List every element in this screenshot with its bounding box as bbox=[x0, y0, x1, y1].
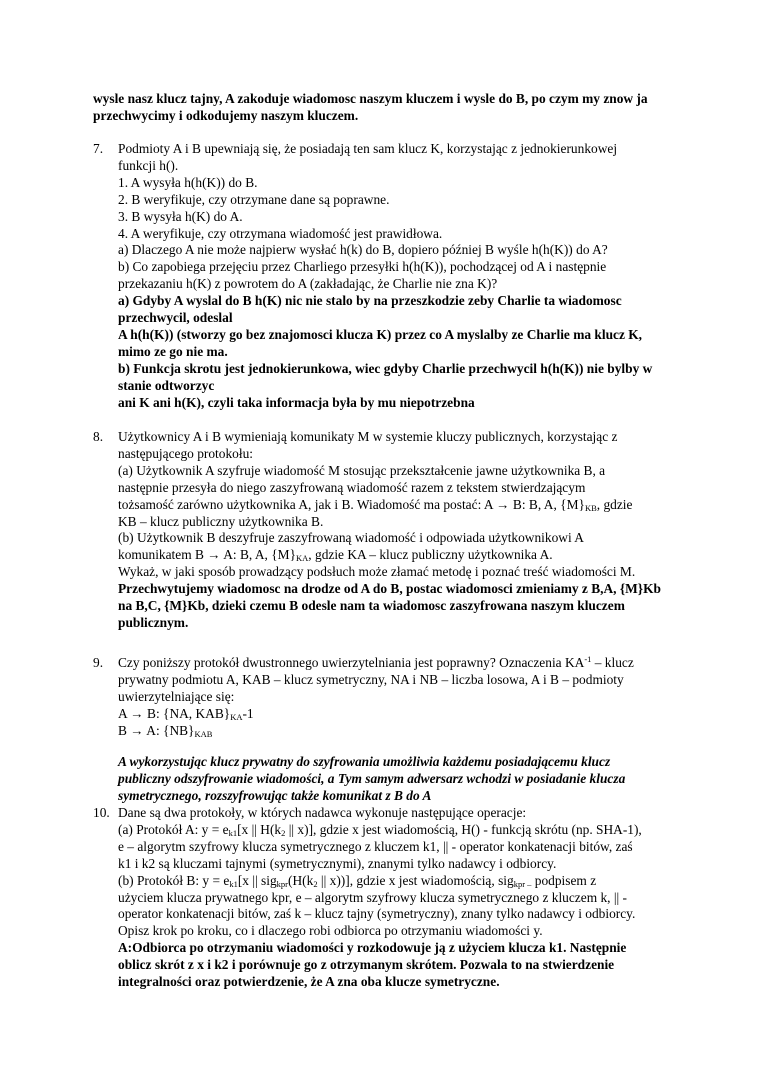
answer-line: b) Funkcja skrotu jest jednokierunkowa, wiec gdyby Charlie przechwycil h(h(K)) nie bylby w bbox=[118, 360, 653, 376]
question-line bbox=[118, 497, 693, 514]
answer-line: a) Gdyby A wyslal do B h(K) nic nie stalo by na przeszkodzie zeby Charlie ta wiadomosc bbox=[118, 293, 622, 309]
question-9-answer bbox=[118, 754, 678, 805]
question-line: prywatny podmiotu A, KAB – klucz symetryczny, NA i NB – liczba losowa, A i B – podmioty bbox=[118, 671, 624, 687]
subscript: KAB bbox=[194, 728, 213, 739]
question-line: a) Dlaczego A nie może najpierw wysłać h(k) do B, dopiero później B wyśle h(h(K)) do A? bbox=[118, 242, 608, 258]
question-line: następnie przesyła do niego zaszyfrowaną wiadomość razem z tekstem stwierdzającym bbox=[118, 479, 586, 495]
text-run: [x || sig bbox=[237, 872, 277, 888]
question-number: 9. bbox=[93, 655, 104, 670]
question-line: użyciem klucza prywatnego kpr, e – algorytm szyfrowy klucza symetrycznego z kluczem k, || - bbox=[118, 889, 628, 905]
text-run: (b) Protokół B: y = e bbox=[118, 872, 230, 888]
text-run: -1 bbox=[242, 705, 254, 721]
text-run: || x))], gdzie x jest wiadomością, sig bbox=[317, 872, 514, 888]
question-8 bbox=[93, 429, 693, 632]
answer-line: Przechwytujemy wiadomosc na drodze od A do B, postac wiadomosci zmieniamy z B,A, {M}Kb bbox=[118, 581, 661, 597]
answer-line: symetrycznego, rozszyfrowując także komunikat z B do A bbox=[118, 787, 432, 803]
text-run: podpisem z bbox=[531, 872, 597, 888]
text-run: Czy poniższy protokół dwustronnego uwierzytelniania jest poprawny? Oznaczenia KA bbox=[118, 655, 585, 670]
subscript: 2 bbox=[313, 878, 318, 889]
answer-line: przechwycil, odeslal bbox=[118, 310, 233, 326]
question-line: b) Co zapobiega przejęciu przez Charliego przesyłki h(h(K)), pochodzącej od A i następnie bbox=[118, 259, 607, 275]
question-line: przekazaniu h(K) z powrotem do A (zakładając, że Charlie nie zna K)? bbox=[118, 276, 498, 292]
question-line bbox=[118, 547, 693, 564]
question-line bbox=[118, 873, 693, 890]
intro-answer-line: wysle nasz klucz tajny, A zakoduje wiadomosc naszym kluczem i wysle do B, po czym my znow ja bbox=[93, 91, 648, 106]
intro-answer-line: przechwycimy i odkodujemy naszym kluczem. bbox=[93, 107, 359, 123]
question-line: e – algorytm szyfrowy klucza symetrycznego z kluczem k1, || - operator konkatenacji bitów, zaś bbox=[118, 838, 633, 854]
question-line: Wykaż, w jaki sposób prowadzący podsłuch może złamać metodę i poznać treść wiadomości M. bbox=[118, 564, 636, 580]
answer-line: oblicz skrót z x i k2 i porównuje go z otrzymanym skrótem. Pozwala to na stwierdzenie bbox=[118, 957, 615, 973]
answer-line: stanie odtworzyc bbox=[118, 377, 215, 393]
subscript: kpr – bbox=[513, 878, 532, 889]
question-line bbox=[118, 723, 693, 740]
text-run: , gdzie bbox=[596, 496, 633, 512]
question-line bbox=[118, 706, 693, 723]
question-line: 4. A weryfikuje, czy otrzymana wiadomość jest prawidłowa. bbox=[118, 225, 443, 241]
answer-line: na B,C, {M}Kb, dzieki czemu B odesle nam ta wiadomosc zaszyfrowana naszym kluczem bbox=[118, 598, 625, 614]
answer-line: A h(h(K)) (stworzy go bez znajomosci klucza K) przez co A myslalby ze Charlie ma klucz K, bbox=[118, 326, 643, 342]
text-run: || x)], gdzie x jest wiadomością, H() - funkcją skrótu (np. SHA-1), bbox=[285, 821, 642, 837]
answer-line: publiczny odszyfrowanie wiadomości, a Tym samym adwersarz wchodzi w posiadanie klucza bbox=[118, 770, 626, 786]
answer-line: A wykorzystując klucz prywatny do szyfrowania umożliwia każdemu posiadającemu klucz bbox=[118, 754, 611, 769]
subscript: k1 bbox=[229, 878, 238, 889]
question-line: (b) Użytkownik B deszyfruje zaszyfrowaną wiadomość i odpowiada użytkownikowi A bbox=[118, 530, 584, 546]
text-run: B → A: {NB} bbox=[118, 722, 195, 738]
question-number: 8. bbox=[93, 429, 104, 444]
question-line: następującego protokołu: bbox=[118, 445, 253, 461]
question-line: 2. B weryfikuje, czy otrzymane dane są poprawne. bbox=[118, 191, 390, 207]
text-run: (H(k bbox=[288, 872, 314, 888]
question-10 bbox=[93, 805, 693, 991]
question-line: uwierzytelniające się: bbox=[118, 688, 235, 704]
question-line bbox=[118, 655, 693, 672]
question-line: Opisz krok po kroku, co i dlaczego robi odbiorca po otrzymaniu wiadomości y. bbox=[118, 923, 543, 939]
question-line: operator konkatenacji bitów, zaś k – klucz tajny (symetryczny), znany tylko nadawcy i odbiorcy. bbox=[118, 906, 636, 922]
answer-line: A:Odbiorca po otrzymaniu wiadomości y rozkodowuje ją z użyciem klucza k1. Następnie bbox=[118, 940, 627, 956]
question-line: funkcji h(). bbox=[118, 157, 179, 173]
answer-line: publicznym. bbox=[118, 614, 189, 630]
question-line: KB – klucz publiczny użytkownika B. bbox=[118, 513, 324, 529]
question-line: Podmioty A i B upewniają się, że posiadają ten sam klucz K, korzystając z jednokierunkowej bbox=[118, 141, 618, 156]
question-line: k1 i k2 są kluczami tajnymi (symetrycznymi), znanymi tylko nadawcy i odbiorcy. bbox=[118, 855, 557, 871]
question-line: (a) Użytkownik A szyfruje wiadomość M stosując przekształcenie jawne użytkownika B, a bbox=[118, 462, 606, 478]
text-run: – klucz bbox=[591, 655, 634, 670]
subscript: KA bbox=[296, 553, 309, 564]
question-9 bbox=[93, 655, 693, 740]
intro-answer bbox=[93, 91, 693, 125]
question-number: 7. bbox=[93, 141, 104, 156]
question-line: Użytkownicy A i B wymieniają komunikaty M w systemie kluczy publicznych, korzystając z bbox=[118, 429, 618, 444]
question-line bbox=[118, 822, 693, 839]
subscript: KB bbox=[584, 502, 597, 513]
text-run: (a) Protokół A: y = e bbox=[118, 821, 229, 837]
subscript: k1 bbox=[228, 827, 238, 838]
subscript: KA bbox=[230, 711, 243, 722]
answer-line: integralności oraz potwierdzenie, że A zna oba klucze symetryczne. bbox=[118, 974, 500, 990]
question-line: Dane są dwa protokoły, w których nadawca wykonuje następujące operacje: bbox=[118, 805, 527, 820]
answer-line: mimo ze go nie ma. bbox=[118, 343, 228, 359]
superscript: -1 bbox=[584, 654, 592, 664]
question-line: 1. A wysyła h(h(K)) do B. bbox=[118, 174, 258, 190]
subscript: 2 bbox=[281, 827, 286, 838]
question-7 bbox=[93, 141, 693, 412]
text-run: A → B: {NA, KAB} bbox=[118, 705, 231, 721]
text-run: [x || H(k bbox=[237, 821, 282, 837]
subscript: kpr bbox=[276, 878, 289, 889]
question-line: 3. B wysyła h(K) do A. bbox=[118, 208, 243, 224]
text-run: , gdzie KA – klucz publiczny użytkownika A. bbox=[308, 547, 553, 563]
answer-line: ani K ani h(K), czyli taka informacja była by mu niepotrzebna bbox=[118, 394, 475, 410]
question-number: 10. bbox=[93, 805, 110, 820]
text-run: komunikatem B → A: B, A, {M} bbox=[118, 547, 297, 563]
text-run: tożsamość zarówno użytkownika A, jak i B. Wiadomość ma postać: A → B: B, A, {M} bbox=[118, 496, 585, 512]
